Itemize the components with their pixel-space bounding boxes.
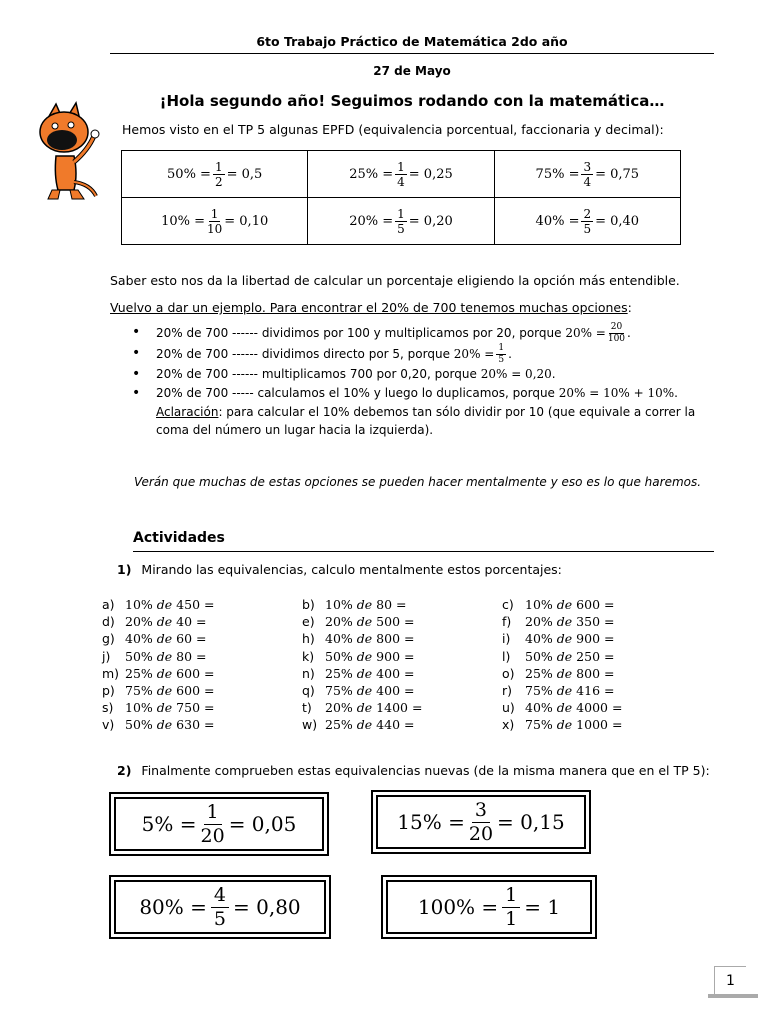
exercise-row bbox=[102, 716, 702, 733]
clarification-note: Aclaración: para calcular el 10% debemos tan sólo dividir por 10 (que equivale a correr la coma del número un lugar hacia la izquierda). bbox=[156, 405, 696, 437]
exercise-de: de bbox=[556, 717, 573, 733]
exercise-label: o) bbox=[502, 665, 515, 681]
exercise-label: l) bbox=[502, 648, 511, 664]
exercise-percent: 10% bbox=[525, 597, 553, 612]
exercise-label: c) bbox=[502, 597, 514, 612]
exercise-value: 500 = bbox=[376, 614, 415, 630]
exercise-item bbox=[302, 665, 502, 682]
exercise-value: 1000 = bbox=[576, 717, 623, 733]
exercise-percent: 10% bbox=[325, 597, 353, 612]
exercise-de: de bbox=[356, 614, 373, 630]
exercise-de: de bbox=[356, 682, 373, 698]
exercise-value: 60 = bbox=[176, 631, 207, 647]
exercise-item bbox=[502, 613, 702, 630]
paragraph-freedom: Saber esto nos da la libertad de calcular un porcentaje eligiendo la opción más entendible. bbox=[110, 273, 680, 288]
exercise-value: 350 = bbox=[576, 614, 615, 630]
exercise-de: de bbox=[556, 648, 573, 664]
exercise-de: de bbox=[156, 648, 173, 664]
exercise-percent: 50% bbox=[525, 648, 553, 664]
exercise-percent: 75% bbox=[525, 682, 553, 698]
exercise-item bbox=[502, 682, 702, 699]
cartoon-cat-illustration bbox=[26, 100, 106, 205]
exercise-percent: 20% bbox=[325, 614, 353, 630]
exercise-de: de bbox=[156, 614, 173, 630]
exercise-item bbox=[302, 682, 502, 699]
exercise-de: de bbox=[556, 597, 573, 612]
exercise-item bbox=[102, 716, 302, 733]
exercise-value: 80 = bbox=[376, 597, 407, 612]
exercise-value: 600 = bbox=[176, 665, 215, 681]
exercise-value: 1400 = bbox=[376, 700, 423, 716]
exercise-label: k) bbox=[302, 648, 315, 664]
exercise-label: n) bbox=[302, 665, 315, 681]
exercise-percent: 10% bbox=[125, 597, 153, 612]
list-item: • 20% de 700 ------ dividimos por 100 y multiplicamos por 20, porque 20% = $\frac{20}{100}$ . bbox=[128, 323, 728, 344]
exercise-percent: 25% bbox=[325, 717, 353, 733]
exercise-item bbox=[102, 699, 302, 716]
exercise-percent: 20% bbox=[125, 614, 153, 630]
equivalence-box: 5% = $\frac{1}{20}$ = 0,05 bbox=[109, 792, 329, 856]
exercise-row bbox=[102, 665, 702, 682]
exercise-label: h) bbox=[302, 631, 315, 647]
document-header: 6to Trabajo Práctico de Matemática 2do año bbox=[256, 34, 568, 49]
exercise-value: 600 = bbox=[176, 682, 215, 698]
exercise-de: de bbox=[156, 665, 173, 681]
exercise-value: 630 = bbox=[176, 717, 215, 733]
list-item: • 20% de 700 ----- calculamos el 10% y luego lo duplicamos, porque 20% = 10% + 10%. bbox=[128, 384, 728, 403]
exercise-value: 900 = bbox=[576, 631, 615, 647]
exercise-value: 600 = bbox=[576, 597, 615, 612]
exercise-percent: 40% bbox=[325, 631, 353, 647]
equivalence-box: 100% = $\frac{1}{1}$ = 1 bbox=[381, 875, 597, 939]
equivalence-cell: 75% = $\frac{3}{4}$ = 0,75 bbox=[494, 151, 680, 198]
question-2: 2) Finalmente comprueben estas equivalencias nuevas (de la misma manera que en el TP 5): bbox=[117, 763, 710, 778]
exercise-value: 450 = bbox=[176, 597, 215, 612]
exercise-percent: 20% bbox=[325, 700, 353, 716]
exercise-item bbox=[502, 699, 702, 716]
exercise-value: 4000 = bbox=[576, 700, 623, 716]
exercise-item bbox=[102, 665, 302, 682]
exercise-item bbox=[502, 716, 702, 733]
exercise-row bbox=[102, 648, 702, 665]
exercise-item bbox=[302, 630, 502, 647]
exercise-item bbox=[302, 716, 502, 733]
exercise-item bbox=[502, 648, 702, 665]
exercise-de: de bbox=[156, 682, 173, 698]
exercise-row bbox=[102, 613, 702, 630]
activities-divider bbox=[133, 551, 714, 552]
exercise-percent: 40% bbox=[525, 700, 553, 716]
equivalence-cell: 50% = $\frac{1}{2}$ = 0,5 bbox=[122, 151, 308, 198]
exercise-value: 440 = bbox=[376, 717, 415, 733]
exercise-item bbox=[102, 648, 302, 665]
exercise-label: d) bbox=[102, 614, 115, 630]
exercise-percent: 40% bbox=[525, 631, 553, 647]
exercise-percent: 75% bbox=[325, 682, 353, 698]
exercise-percent: 40% bbox=[125, 631, 153, 647]
exercise-percent: 75% bbox=[125, 682, 153, 698]
exercise-de: de bbox=[156, 597, 173, 612]
exercise-item bbox=[102, 596, 302, 613]
exercise-item bbox=[302, 596, 502, 613]
exercise-value: 80 = bbox=[176, 648, 207, 664]
exercise-label: g) bbox=[102, 631, 115, 647]
exercise-percent: 25% bbox=[325, 665, 353, 681]
exercise-de: de bbox=[356, 665, 373, 681]
exercise-label: r) bbox=[502, 682, 513, 698]
exercise-row bbox=[102, 630, 702, 647]
exercise-de: de bbox=[356, 597, 373, 612]
exercise-value: 400 = bbox=[376, 682, 415, 698]
exercise-label: p) bbox=[102, 682, 115, 698]
exercise-item bbox=[302, 699, 502, 716]
header-divider bbox=[110, 53, 714, 54]
exercise-grid bbox=[102, 596, 702, 734]
exercise-item bbox=[102, 613, 302, 630]
exercise-de: de bbox=[156, 631, 173, 647]
exercise-row bbox=[102, 699, 702, 716]
exercise-value: 250 = bbox=[576, 648, 615, 664]
greeting-title: ¡Hola segundo año! Seguimos rodando con la matemática… bbox=[159, 92, 665, 110]
exercise-de: de bbox=[156, 717, 173, 733]
exercise-de: de bbox=[556, 700, 573, 716]
exercise-row bbox=[102, 682, 702, 699]
equivalence-cell: 10% = $\frac{1}{10}$ = 0,10 bbox=[122, 198, 308, 245]
exercise-value: 800 = bbox=[376, 631, 415, 647]
page-number-bar bbox=[708, 994, 758, 998]
exercise-label: s) bbox=[102, 700, 114, 716]
exercise-label: t) bbox=[302, 700, 312, 716]
exercise-percent: 50% bbox=[125, 648, 153, 664]
equivalence-cell: 25% = $\frac{1}{4}$ = 0,25 bbox=[308, 151, 494, 198]
exercise-de: de bbox=[556, 665, 573, 681]
exercise-label: i) bbox=[502, 631, 511, 647]
example-bullet-list bbox=[128, 323, 728, 439]
exercise-percent: 50% bbox=[325, 648, 353, 664]
exercise-item bbox=[102, 630, 302, 647]
equivalence-cell: 20% = $\frac{1}{5}$ = 0,20 bbox=[308, 198, 494, 245]
exercise-item bbox=[502, 630, 702, 647]
exercise-item bbox=[502, 665, 702, 682]
exercise-percent: 25% bbox=[125, 665, 153, 681]
list-item: • 20% de 700 ------ multiplicamos 700 por 0,20, porque 20% = 0,20. bbox=[128, 365, 728, 384]
exercise-de: de bbox=[356, 700, 373, 716]
exercise-value: 800 = bbox=[576, 665, 615, 681]
page-number: 1 bbox=[714, 966, 746, 996]
exercise-percent: 10% bbox=[125, 700, 153, 716]
equivalence-table bbox=[121, 150, 681, 245]
exercise-percent: 50% bbox=[125, 717, 153, 733]
exercise-de: de bbox=[356, 648, 373, 664]
exercise-label: e) bbox=[302, 614, 315, 630]
exercise-de: de bbox=[556, 631, 573, 647]
exercise-de: de bbox=[556, 614, 573, 630]
exercise-value: 750 = bbox=[176, 700, 215, 716]
exercise-label: q) bbox=[302, 682, 315, 698]
document-date: 27 de Mayo bbox=[373, 64, 451, 78]
exercise-de: de bbox=[356, 631, 373, 647]
exercise-label: b) bbox=[302, 597, 315, 612]
intro-text: Hemos visto en el TP 5 algunas EPFD (equivalencia porcentual, faccionaria y decimal): bbox=[122, 122, 664, 137]
exercise-label: m) bbox=[102, 665, 120, 681]
exercise-item bbox=[302, 613, 502, 630]
exercise-percent: 75% bbox=[525, 717, 553, 733]
exercise-label: x) bbox=[502, 717, 515, 733]
exercise-value: 900 = bbox=[376, 648, 415, 664]
paragraph-example: Vuelvo a dar un ejemplo. Para encontrar el 20% de 700 tenemos muchas opciones: bbox=[110, 300, 632, 315]
exercise-row bbox=[102, 596, 702, 613]
exercise-value: 400 = bbox=[376, 665, 415, 681]
exercise-value: 416 = bbox=[576, 682, 615, 698]
equivalence-box: 15% = $\frac{3}{20}$ = 0,15 bbox=[371, 790, 591, 854]
exercise-label: f) bbox=[502, 614, 512, 630]
exercise-label: a) bbox=[102, 597, 115, 612]
list-item: • 20% de 700 ------ dividimos directo por 5, porque 20% = $\frac{1}{5}$ . bbox=[128, 344, 728, 365]
equivalence-box: 80% = $\frac{4}{5}$ = 0,80 bbox=[109, 875, 331, 939]
exercise-percent: 20% bbox=[525, 614, 553, 630]
exercise-de: de bbox=[156, 700, 173, 716]
exercise-label: j) bbox=[102, 648, 111, 664]
exercise-percent: 25% bbox=[525, 665, 553, 681]
exercise-value: 40 = bbox=[176, 614, 207, 630]
equivalence-cell: 40% = $\frac{2}{5}$ = 0,40 bbox=[494, 198, 680, 245]
italic-note: Verán que muchas de estas opciones se pueden hacer mentalmente y eso es lo que haremos. bbox=[134, 475, 702, 489]
exercise-item bbox=[302, 648, 502, 665]
exercise-de: de bbox=[556, 682, 573, 698]
exercise-label: v) bbox=[102, 717, 115, 733]
exercise-de: de bbox=[356, 717, 373, 733]
exercise-item bbox=[102, 682, 302, 699]
question-1: 1) Mirando las equivalencias, calculo mentalmente estos porcentajes: bbox=[117, 562, 562, 577]
exercise-label: w) bbox=[302, 717, 318, 733]
exercise-item bbox=[502, 596, 702, 613]
exercise-label: u) bbox=[502, 700, 515, 716]
activities-heading: Actividades bbox=[133, 530, 225, 546]
